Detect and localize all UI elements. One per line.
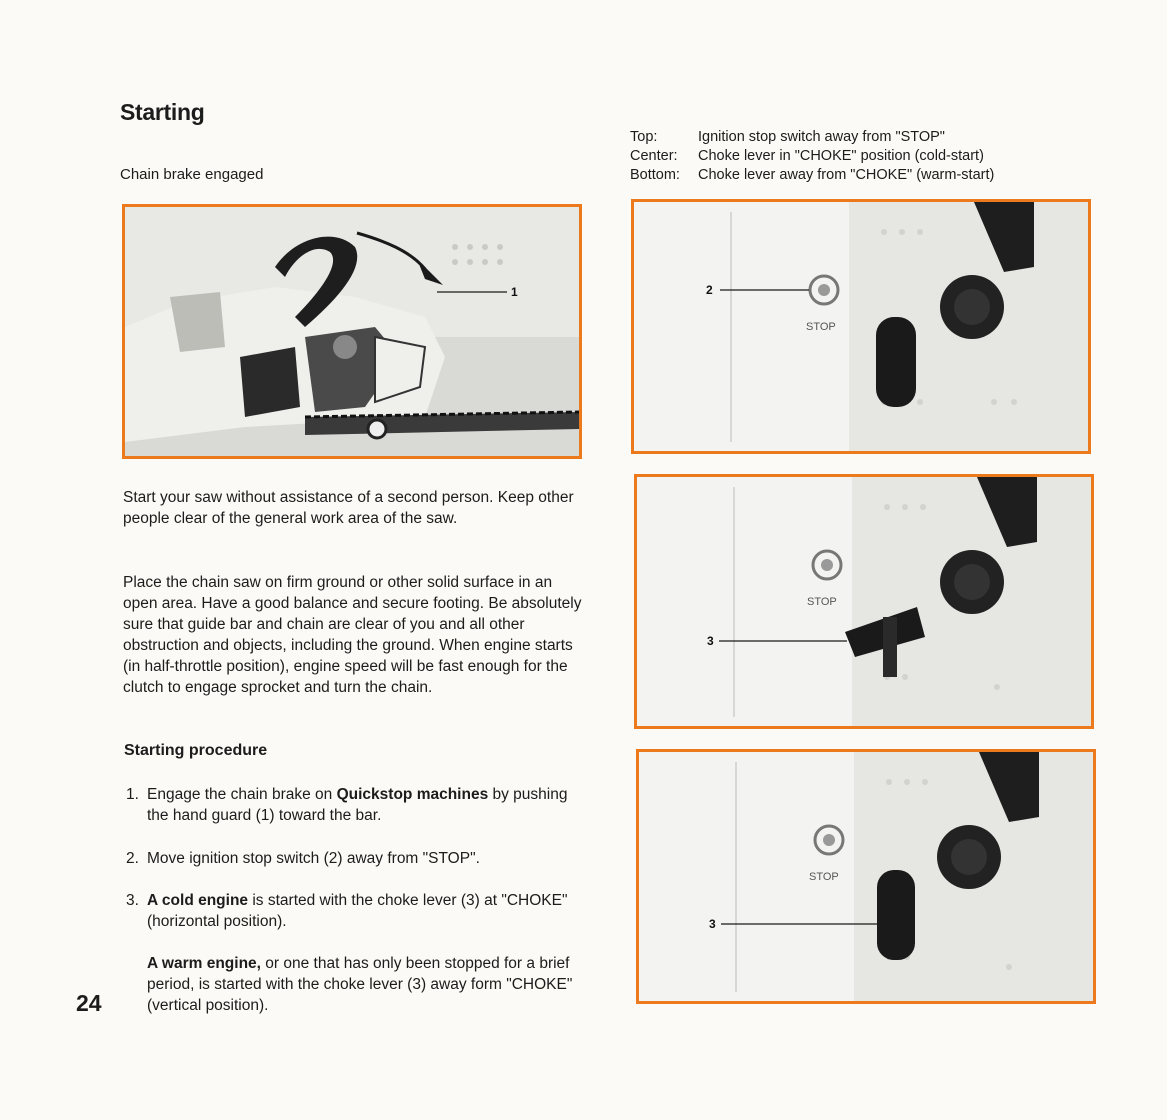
stop-label: STOP — [809, 871, 839, 883]
legend-key: Bottom: — [630, 167, 680, 183]
ignition-switch-photo — [631, 199, 1091, 454]
stop-label: STOP — [807, 596, 837, 608]
intro-paragraph — [123, 487, 583, 529]
step-text: A cold engine is started with the choke lever (3) at "CHOKE" (horizontal position). — [147, 892, 568, 930]
legend-row-center — [630, 147, 994, 166]
page-title: Starting — [120, 99, 205, 125]
page-number: 24 — [76, 990, 102, 1016]
step-1 — [126, 784, 586, 826]
figure-legend — [630, 128, 994, 185]
step-3 — [126, 890, 586, 932]
legend-key: Center: — [630, 148, 678, 164]
placement-paragraph — [123, 572, 583, 698]
paragraph: Place the chain saw on firm ground or other solid surface in an open area. Have a good balance and secure footing. Be absolutely sure that guide bar and chain are clear of you and all other obstruction and objects, including the ground. When engine starts (in half-throttle position), engine speed will be fast enough for the clutch to engage sprocket and turn the chain. — [123, 574, 582, 696]
choke-warm-illustration — [639, 752, 1093, 1001]
step-text: Move ignition stop switch (2) away from "STOP". — [147, 850, 480, 867]
legend-key: Top: — [630, 129, 658, 145]
choke-cold-photo — [634, 474, 1094, 729]
step-number: 3. — [126, 892, 139, 909]
ignition-switch-illustration — [634, 202, 1088, 451]
paragraph: Start your saw without assistance of a second person. Keep other people clear of the general work area of the saw. — [123, 489, 574, 527]
choke-cold-illustration — [637, 477, 1091, 726]
chain-brake-photo — [122, 204, 582, 459]
step-number: 1. — [126, 786, 139, 803]
legend-row-bottom — [630, 166, 994, 185]
subheading: Starting procedure — [124, 742, 268, 759]
step-2 — [126, 848, 586, 869]
photo-caption: Chain brake engaged — [120, 166, 264, 183]
step-number: 2. — [126, 850, 139, 867]
callout-3: 3 — [709, 917, 716, 931]
legend-value: Choke lever away from "CHOKE" (warm-start) — [698, 167, 995, 183]
step-text: Engage the chain brake on Quickstop machines by pushing the hand guard (1) toward the bar. — [147, 786, 568, 824]
legend-row-top — [630, 128, 994, 147]
callout-2: 2 — [706, 283, 713, 297]
note-text: A warm engine, or one that has only been stopped for a brief period, is started with the choke lever (3) away form "CHOKE" (vertical position). — [147, 955, 573, 1014]
chain-saw-illustration — [125, 207, 579, 456]
callout-3: 3 — [707, 634, 714, 648]
legend-value: Ignition stop switch away from "STOP" — [698, 129, 945, 145]
stop-label: STOP — [806, 321, 836, 333]
step-3-note — [147, 953, 587, 1016]
legend-value: Choke lever in "CHOKE" position (cold-start) — [698, 148, 984, 164]
choke-warm-photo — [636, 749, 1096, 1004]
callout-1: 1 — [511, 285, 518, 299]
